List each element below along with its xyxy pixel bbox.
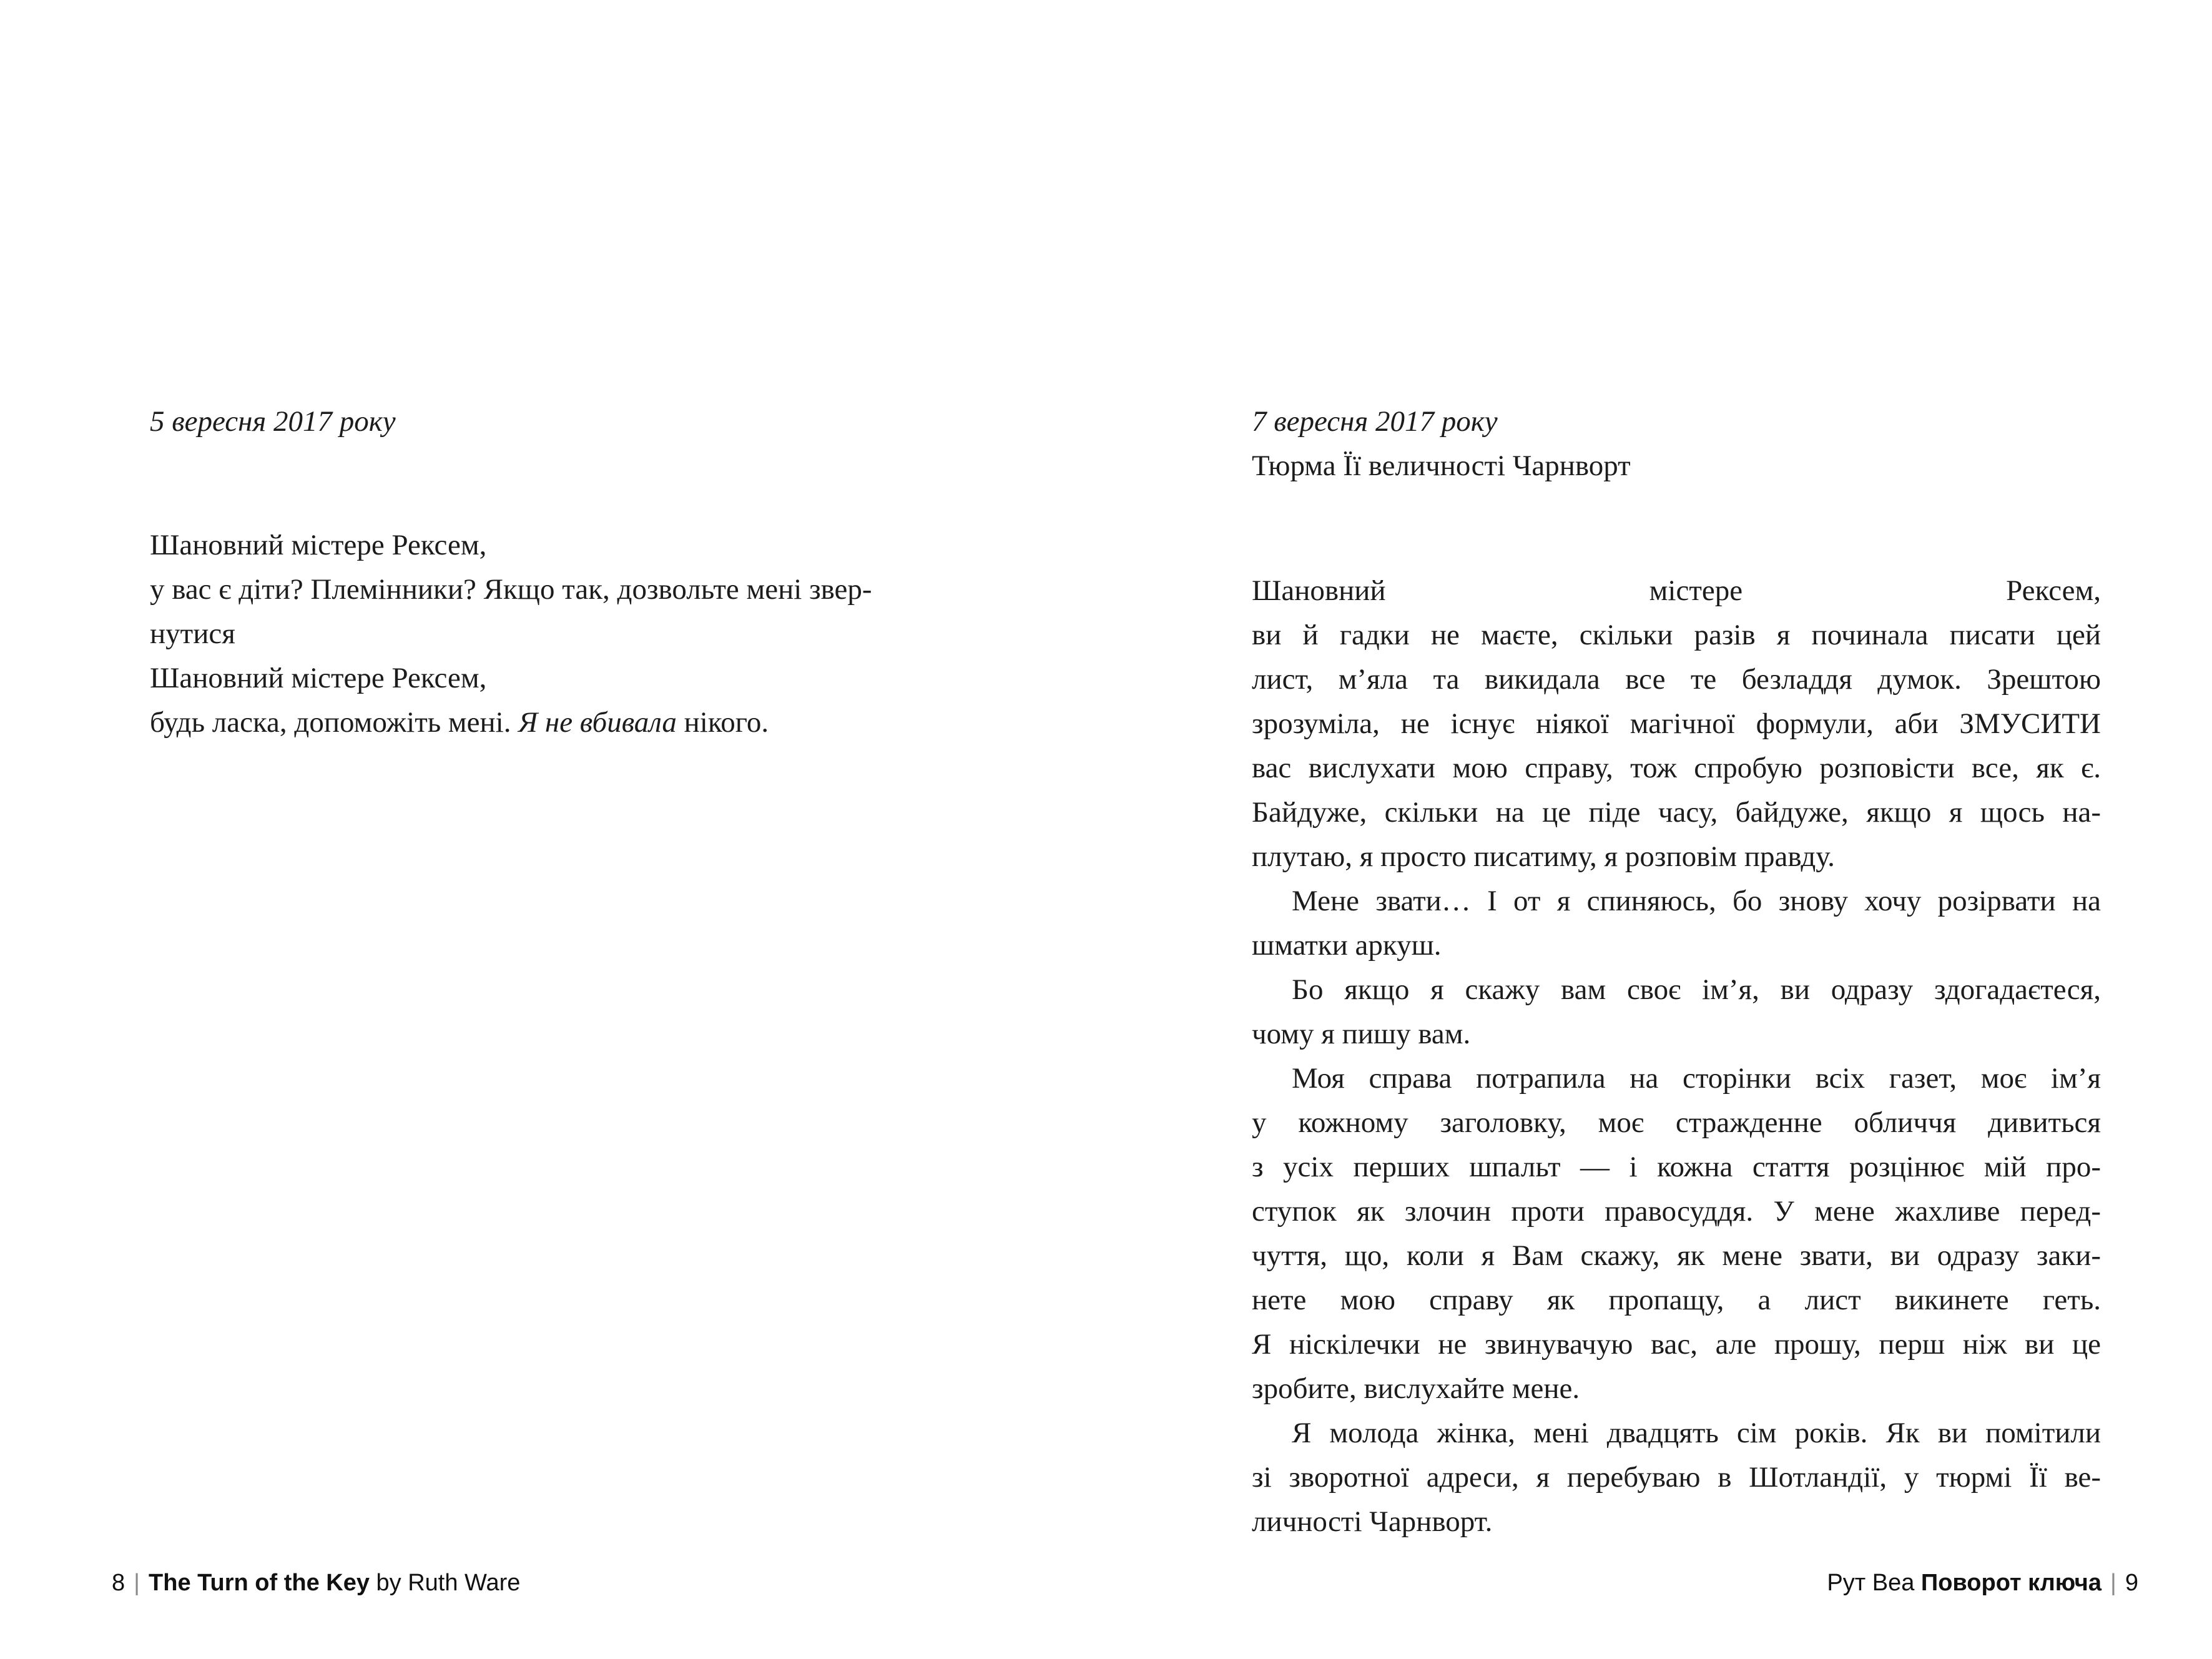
- text-segment: Шановний містере Рексем,: [150, 529, 487, 561]
- text-segment: зі зворотної адреси, я перебуваю в Шотландії, у тюрмі Її ве-: [1252, 1461, 2101, 1494]
- text-segment: чуття, що, коли я Вам скажу, як мене звати, ви одразу заки-: [1252, 1239, 2101, 1272]
- text-line: [1252, 657, 2101, 702]
- emphasized-text: Я не вбивала: [518, 706, 677, 739]
- text-line: [1252, 1500, 2101, 1544]
- letter-body: [150, 523, 1061, 745]
- letter-body: [1252, 569, 2101, 1544]
- text-line: [1252, 613, 2101, 657]
- text-line: [150, 568, 1061, 612]
- book-title: Поворот ключа: [1920, 1570, 2101, 1596]
- text-segment: Шановний містере Рексем,: [150, 662, 487, 694]
- page-left: [150, 400, 1061, 745]
- text-line: [1252, 1322, 2101, 1367]
- footer-left: [112, 1568, 520, 1597]
- text-segment: будь ласка, допоможіть мені.: [150, 706, 519, 739]
- text-segment: нікого.: [676, 706, 769, 739]
- text-line: [1252, 746, 2101, 790]
- text-line: [1252, 1234, 2101, 1278]
- footer-separator: |: [134, 1570, 140, 1596]
- text-segment: у кожному заголовку, моє стражденне обличчя дивиться: [1252, 1106, 2101, 1139]
- text-line: [150, 656, 1061, 701]
- text-line: [1252, 790, 2101, 835]
- text-segment: чому я пишу вам.: [1252, 1018, 1471, 1050]
- text-segment: ступок як злочин проти правосуддя. У мене жахливе перед-: [1252, 1195, 2101, 1228]
- text-segment: личності Чарнворт.: [1252, 1505, 1493, 1538]
- author-name: Рут Веа: [1827, 1570, 1921, 1596]
- book-title: The Turn of the Key: [149, 1570, 370, 1596]
- text-segment: нете мою справу як пропащу, а лист викинете геть.: [1252, 1284, 2101, 1316]
- text-segment: зрозуміла, не існує ніякої магічної формули, аби ЗМУСИТИ: [1252, 707, 2101, 740]
- page-number: 9: [2125, 1570, 2138, 1596]
- text-segment: Шановний містере Рексем,: [1252, 574, 2101, 607]
- text-segment: нутися: [150, 618, 235, 650]
- page-number: 8: [112, 1570, 125, 1596]
- text-segment: зробите, вислухайте мене.: [1252, 1372, 1580, 1405]
- text-segment: ви й гадки не маєте, скільки разів я починала писати цей: [1252, 619, 2101, 651]
- text-line: [150, 523, 1061, 568]
- text-line: [1252, 1145, 2101, 1189]
- byline: by Ruth Ware: [369, 1570, 521, 1596]
- letter-date: 5 вересня 2017 року: [150, 405, 396, 438]
- text-line: [1252, 879, 2101, 923]
- text-line: [1252, 1411, 2101, 1455]
- text-segment: плутаю, я просто писатиму, я розповім правду.: [1252, 840, 1835, 873]
- text-segment: Мене звати… І от я спиняюсь, бо знову хочу розірвати на: [1292, 885, 2101, 917]
- text-segment: Бо якщо я скажу вам своє ім’я, ви одразу здогадаєтеся,: [1292, 973, 2101, 1006]
- text-line: [1252, 1056, 2101, 1101]
- text-segment: шматки аркуш.: [1252, 929, 1442, 962]
- page-right: [1252, 400, 2101, 1544]
- letter-address: Тюрма Її величності Чарнворт: [1252, 450, 1631, 482]
- text-segment: вас вислухати мою справу, тож спробую розповісти все, як є.: [1252, 752, 2101, 784]
- footer-separator: |: [2110, 1570, 2116, 1596]
- text-segment: у вас є діти? Племінники? Якщо так, дозвольте мені звер-: [150, 573, 872, 606]
- text-line: [1252, 1012, 2101, 1056]
- text-segment: Моя справа потрапила на сторінки всіх газет, моє ім’я: [1292, 1062, 2101, 1095]
- text-line: [1252, 1189, 2101, 1234]
- text-line: [1252, 923, 2101, 968]
- footer-right: [1827, 1568, 2138, 1597]
- text-line: [1252, 835, 2101, 879]
- text-line: [1252, 1278, 2101, 1322]
- text-line: [1252, 1455, 2101, 1500]
- text-segment: Байдуже, скільки на це піде часу, байдуже, якщо я щось на-: [1252, 796, 2101, 829]
- text-segment: лист, м’яла та викидала все те безладдя думок. Зрештою: [1252, 663, 2101, 696]
- text-line: [1252, 968, 2101, 1012]
- text-segment: Я молода жінка, мені двадцять сім років. Як ви помітили: [1292, 1417, 2101, 1449]
- text-segment: Я ніскілечки не звинувачую вас, але прошу, перш ніж ви це: [1252, 1328, 2101, 1361]
- text-line: [1252, 702, 2101, 746]
- text-line: [150, 701, 1061, 745]
- letter-date: 7 вересня 2017 року: [1252, 405, 1498, 438]
- text-line: [150, 612, 1061, 656]
- text-segment: з усіх перших шпальт — і кожна стаття розцінює мій про-: [1252, 1151, 2101, 1183]
- text-line: [1252, 569, 2101, 613]
- text-line: [1252, 1101, 2101, 1145]
- text-line: [1252, 1367, 2101, 1411]
